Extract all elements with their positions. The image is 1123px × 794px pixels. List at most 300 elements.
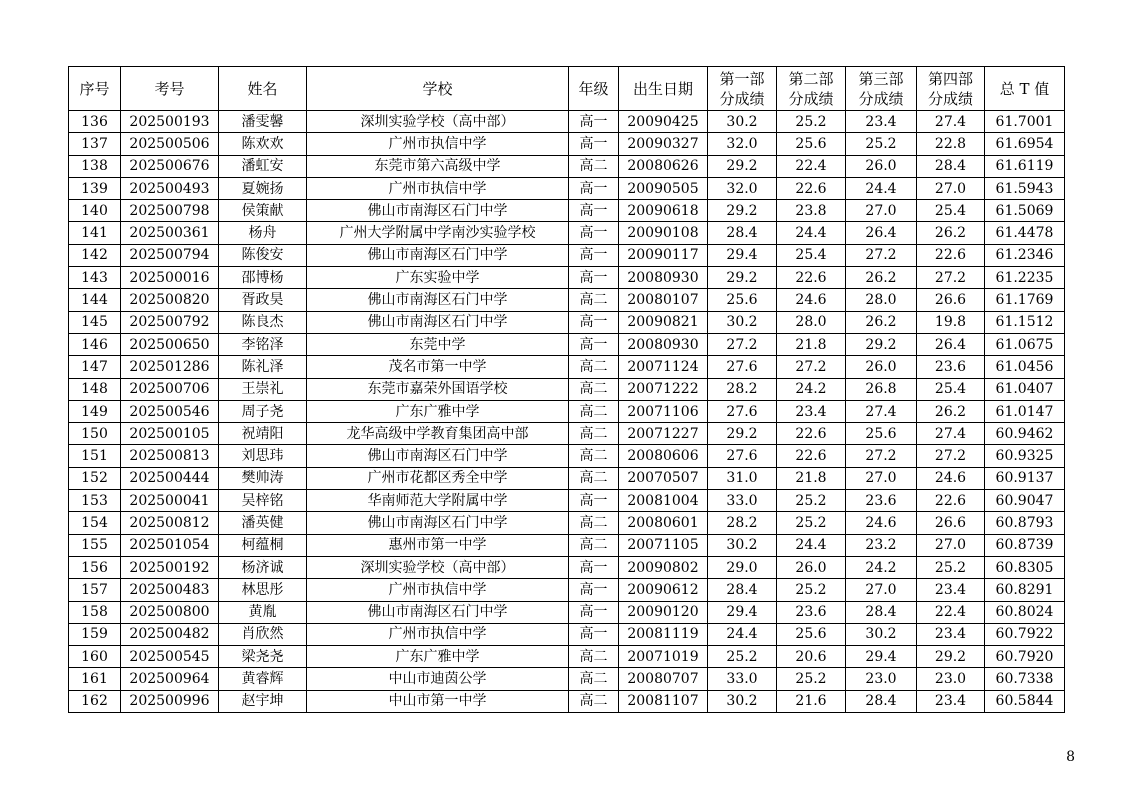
table-row [69, 378, 1065, 400]
cell-birth-date: 20090117 [619, 244, 708, 266]
cell-name: 黄胤 [219, 601, 307, 623]
cell-total-t: 61.1512 [985, 311, 1065, 333]
cell-part4-score: 22.6 [917, 490, 985, 512]
cell-exam-number: 202500545 [121, 646, 219, 668]
table-row [69, 333, 1065, 355]
cell-school: 广东广雅中学 [307, 400, 569, 422]
table-row [69, 222, 1065, 244]
cell-part3-score: 28.4 [846, 690, 917, 712]
cell-index: 161 [69, 668, 121, 690]
cell-birth-date: 20081119 [619, 623, 708, 645]
cell-index: 137 [69, 133, 121, 155]
cell-grade: 高二 [569, 378, 619, 400]
table-row [69, 177, 1065, 199]
cell-name: 潘虹安 [219, 155, 307, 177]
header-part1-score: 第一部 分成绩 [708, 67, 777, 111]
cell-part4-score: 27.4 [917, 111, 985, 133]
cell-school: 惠州市第一中学 [307, 534, 569, 556]
cell-grade: 高一 [569, 579, 619, 601]
cell-school: 东莞市第六高级中学 [307, 155, 569, 177]
cell-grade: 高二 [569, 646, 619, 668]
cell-grade: 高一 [569, 222, 619, 244]
cell-part1-score: 29.2 [708, 155, 777, 177]
cell-name: 吴梓铭 [219, 490, 307, 512]
cell-part3-score: 27.0 [846, 200, 917, 222]
cell-name: 樊帅涛 [219, 467, 307, 489]
cell-index: 157 [69, 579, 121, 601]
cell-name: 陈欢欢 [219, 133, 307, 155]
cell-part3-score: 27.0 [846, 579, 917, 601]
cell-grade: 高二 [569, 467, 619, 489]
cell-school: 广东广雅中学 [307, 646, 569, 668]
cell-part4-score: 26.2 [917, 400, 985, 422]
cell-index: 154 [69, 512, 121, 534]
cell-part3-score: 27.4 [846, 400, 917, 422]
cell-school: 深圳实验学校（高中部） [307, 556, 569, 578]
cell-total-t: 60.9047 [985, 490, 1065, 512]
cell-school: 广州市执信中学 [307, 579, 569, 601]
cell-birth-date: 20090120 [619, 601, 708, 623]
table-row [69, 200, 1065, 222]
cell-part2-score: 25.6 [777, 623, 846, 645]
cell-name: 潘雯馨 [219, 111, 307, 133]
cell-birth-date: 20071222 [619, 378, 708, 400]
cell-part1-score: 33.0 [708, 490, 777, 512]
cell-part2-score: 24.2 [777, 378, 846, 400]
cell-school: 佛山市南海区石门中学 [307, 311, 569, 333]
table-row [69, 311, 1065, 333]
cell-birth-date: 20071124 [619, 356, 708, 378]
cell-total-t: 61.0147 [985, 400, 1065, 422]
cell-part1-score: 27.2 [708, 333, 777, 355]
header-name: 姓名 [219, 67, 307, 111]
header-part2-score: 第二部 分成绩 [777, 67, 846, 111]
cell-name: 杨济诚 [219, 556, 307, 578]
cell-grade: 高二 [569, 400, 619, 422]
cell-grade: 高二 [569, 155, 619, 177]
cell-name: 胥政昊 [219, 289, 307, 311]
header-school: 学校 [307, 67, 569, 111]
cell-index: 142 [69, 244, 121, 266]
cell-total-t: 60.8793 [985, 512, 1065, 534]
cell-part4-score: 27.2 [917, 267, 985, 289]
header-part4-score: 第四部 分成绩 [917, 67, 985, 111]
cell-school: 佛山市南海区石门中学 [307, 200, 569, 222]
cell-exam-number: 202500482 [121, 623, 219, 645]
cell-total-t: 60.9137 [985, 467, 1065, 489]
cell-exam-number: 202500193 [121, 111, 219, 133]
cell-part2-score: 26.0 [777, 556, 846, 578]
score-table [68, 66, 1065, 713]
cell-part3-score: 26.4 [846, 222, 917, 244]
cell-exam-number: 202500798 [121, 200, 219, 222]
cell-part4-score: 22.4 [917, 601, 985, 623]
cell-index: 139 [69, 177, 121, 199]
cell-grade: 高一 [569, 200, 619, 222]
cell-name: 周子尧 [219, 400, 307, 422]
cell-grade: 高一 [569, 133, 619, 155]
cell-part1-score: 32.0 [708, 133, 777, 155]
cell-part3-score: 23.0 [846, 668, 917, 690]
cell-school: 佛山市南海区石门中学 [307, 289, 569, 311]
cell-index: 149 [69, 400, 121, 422]
cell-part3-score: 23.6 [846, 490, 917, 512]
cell-school: 广东实验中学 [307, 267, 569, 289]
cell-part3-score: 27.2 [846, 445, 917, 467]
cell-part4-score: 22.8 [917, 133, 985, 155]
cell-part2-score: 25.2 [777, 111, 846, 133]
table-row [69, 579, 1065, 601]
cell-exam-number: 202500794 [121, 244, 219, 266]
cell-exam-number: 202500546 [121, 400, 219, 422]
cell-exam-number: 202500964 [121, 668, 219, 690]
cell-exam-number: 202500706 [121, 378, 219, 400]
table-row [69, 423, 1065, 445]
cell-name: 邵博杨 [219, 267, 307, 289]
table-row [69, 512, 1065, 534]
table-row [69, 111, 1065, 133]
cell-grade: 高一 [569, 111, 619, 133]
cell-name: 侯策献 [219, 200, 307, 222]
cell-exam-number: 202500016 [121, 267, 219, 289]
cell-total-t: 60.5844 [985, 690, 1065, 712]
cell-birth-date: 20081004 [619, 490, 708, 512]
cell-part2-score: 24.4 [777, 222, 846, 244]
cell-grade: 高一 [569, 311, 619, 333]
table-row [69, 646, 1065, 668]
cell-school: 广州市执信中学 [307, 623, 569, 645]
cell-part3-score: 26.2 [846, 311, 917, 333]
cell-school: 东莞中学 [307, 333, 569, 355]
cell-part1-score: 25.6 [708, 289, 777, 311]
cell-grade: 高一 [569, 244, 619, 266]
cell-exam-number: 202500506 [121, 133, 219, 155]
cell-part1-score: 27.6 [708, 356, 777, 378]
cell-birth-date: 20071019 [619, 646, 708, 668]
cell-exam-number: 202500192 [121, 556, 219, 578]
cell-name: 王崇礼 [219, 378, 307, 400]
cell-part4-score: 28.4 [917, 155, 985, 177]
header-row [69, 67, 1065, 111]
table-row [69, 490, 1065, 512]
cell-part1-score: 32.0 [708, 177, 777, 199]
header-birth-date: 出生日期 [619, 67, 708, 111]
cell-index: 146 [69, 333, 121, 355]
table-row [69, 356, 1065, 378]
cell-total-t: 61.6954 [985, 133, 1065, 155]
cell-total-t: 61.1769 [985, 289, 1065, 311]
cell-birth-date: 20080107 [619, 289, 708, 311]
cell-part1-score: 29.2 [708, 200, 777, 222]
cell-part2-score: 22.4 [777, 155, 846, 177]
cell-name: 肖欣然 [219, 623, 307, 645]
cell-part4-score: 27.2 [917, 445, 985, 467]
cell-birth-date: 20080626 [619, 155, 708, 177]
cell-grade: 高二 [569, 356, 619, 378]
cell-part2-score: 25.2 [777, 490, 846, 512]
cell-total-t: 60.7338 [985, 668, 1065, 690]
cell-exam-number: 202500105 [121, 423, 219, 445]
cell-part1-score: 31.0 [708, 467, 777, 489]
cell-part1-score: 30.2 [708, 690, 777, 712]
table-row [69, 668, 1065, 690]
cell-name: 陈俊安 [219, 244, 307, 266]
cell-school: 佛山市南海区石门中学 [307, 244, 569, 266]
cell-total-t: 60.8739 [985, 534, 1065, 556]
cell-index: 136 [69, 111, 121, 133]
cell-school: 佛山市南海区石门中学 [307, 445, 569, 467]
cell-part3-score: 26.2 [846, 267, 917, 289]
cell-index: 147 [69, 356, 121, 378]
cell-grade: 高二 [569, 289, 619, 311]
cell-birth-date: 20090505 [619, 177, 708, 199]
cell-part2-score: 24.6 [777, 289, 846, 311]
table-body [69, 111, 1065, 713]
cell-part2-score: 27.2 [777, 356, 846, 378]
cell-part3-score: 25.6 [846, 423, 917, 445]
cell-part4-score: 26.4 [917, 333, 985, 355]
cell-index: 145 [69, 311, 121, 333]
cell-total-t: 61.0456 [985, 356, 1065, 378]
cell-part1-score: 29.0 [708, 556, 777, 578]
table-row [69, 267, 1065, 289]
cell-name: 李铭泽 [219, 333, 307, 355]
cell-total-t: 60.8291 [985, 579, 1065, 601]
cell-part4-score: 23.0 [917, 668, 985, 690]
cell-part1-score: 25.2 [708, 646, 777, 668]
cell-part3-score: 24.4 [846, 177, 917, 199]
cell-grade: 高二 [569, 445, 619, 467]
cell-school: 龙华高级中学教育集团高中部 [307, 423, 569, 445]
cell-school: 华南师范大学附属中学 [307, 490, 569, 512]
cell-index: 151 [69, 445, 121, 467]
cell-part2-score: 22.6 [777, 177, 846, 199]
cell-birth-date: 20080601 [619, 512, 708, 534]
cell-birth-date: 20071105 [619, 534, 708, 556]
cell-total-t: 60.8024 [985, 601, 1065, 623]
cell-school: 东莞市嘉荣外国语学校 [307, 378, 569, 400]
cell-part3-score: 23.4 [846, 111, 917, 133]
cell-part4-score: 19.8 [917, 311, 985, 333]
cell-school: 广州市执信中学 [307, 133, 569, 155]
cell-total-t: 61.2346 [985, 244, 1065, 266]
header-index: 序号 [69, 67, 121, 111]
cell-total-t: 61.5069 [985, 200, 1065, 222]
cell-exam-number: 202500483 [121, 579, 219, 601]
cell-birth-date: 20090612 [619, 579, 708, 601]
cell-total-t: 60.8305 [985, 556, 1065, 578]
cell-part3-score: 28.0 [846, 289, 917, 311]
cell-exam-number: 202500444 [121, 467, 219, 489]
cell-part1-score: 33.0 [708, 668, 777, 690]
cell-school: 广州市执信中学 [307, 177, 569, 199]
cell-total-t: 61.7001 [985, 111, 1065, 133]
cell-part4-score: 26.6 [917, 289, 985, 311]
cell-index: 148 [69, 378, 121, 400]
cell-name: 陈良杰 [219, 311, 307, 333]
cell-exam-number: 202500813 [121, 445, 219, 467]
cell-part2-score: 25.6 [777, 133, 846, 155]
cell-index: 156 [69, 556, 121, 578]
cell-part2-score: 23.6 [777, 601, 846, 623]
cell-part2-score: 21.8 [777, 333, 846, 355]
header-part3-score: 第三部 分成绩 [846, 67, 917, 111]
table-row [69, 690, 1065, 712]
table-row [69, 534, 1065, 556]
cell-exam-number: 202500676 [121, 155, 219, 177]
cell-exam-number: 202500800 [121, 601, 219, 623]
table-row [69, 289, 1065, 311]
cell-total-t: 61.0675 [985, 333, 1065, 355]
cell-birth-date: 20081107 [619, 690, 708, 712]
cell-part1-score: 27.6 [708, 400, 777, 422]
cell-birth-date: 20090425 [619, 111, 708, 133]
cell-school: 佛山市南海区石门中学 [307, 601, 569, 623]
cell-grade: 高一 [569, 601, 619, 623]
cell-exam-number: 202500650 [121, 333, 219, 355]
cell-index: 140 [69, 200, 121, 222]
header-exam-number: 考号 [121, 67, 219, 111]
cell-part4-score: 25.4 [917, 200, 985, 222]
cell-part1-score: 28.4 [708, 579, 777, 601]
cell-part3-score: 29.4 [846, 646, 917, 668]
cell-school: 茂名市第一中学 [307, 356, 569, 378]
cell-part2-score: 25.4 [777, 244, 846, 266]
cell-school: 中山市迪茵公学 [307, 668, 569, 690]
cell-name: 林思彤 [219, 579, 307, 601]
cell-part1-score: 28.2 [708, 378, 777, 400]
cell-school: 中山市第一中学 [307, 690, 569, 712]
cell-part2-score: 25.2 [777, 512, 846, 534]
cell-index: 150 [69, 423, 121, 445]
cell-name: 黄睿辉 [219, 668, 307, 690]
cell-part3-score: 26.8 [846, 378, 917, 400]
cell-total-t: 60.9462 [985, 423, 1065, 445]
cell-part1-score: 30.2 [708, 111, 777, 133]
cell-part2-score: 23.4 [777, 400, 846, 422]
cell-exam-number: 202501054 [121, 534, 219, 556]
cell-index: 143 [69, 267, 121, 289]
cell-part1-score: 28.2 [708, 512, 777, 534]
cell-birth-date: 20080606 [619, 445, 708, 467]
cell-school: 佛山市南海区石门中学 [307, 512, 569, 534]
cell-part2-score: 21.6 [777, 690, 846, 712]
cell-birth-date: 20071106 [619, 400, 708, 422]
cell-exam-number: 202500361 [121, 222, 219, 244]
cell-total-t: 61.6119 [985, 155, 1065, 177]
cell-part4-score: 23.6 [917, 356, 985, 378]
cell-birth-date: 20090802 [619, 556, 708, 578]
cell-birth-date: 20080930 [619, 333, 708, 355]
cell-part4-score: 27.4 [917, 423, 985, 445]
cell-index: 153 [69, 490, 121, 512]
cell-part2-score: 28.0 [777, 311, 846, 333]
cell-part4-score: 24.6 [917, 467, 985, 489]
cell-part4-score: 25.4 [917, 378, 985, 400]
cell-part3-score: 25.2 [846, 133, 917, 155]
cell-part1-score: 29.4 [708, 601, 777, 623]
cell-exam-number: 202500041 [121, 490, 219, 512]
cell-name: 刘思玮 [219, 445, 307, 467]
cell-part1-score: 30.2 [708, 534, 777, 556]
cell-part1-score: 24.4 [708, 623, 777, 645]
cell-part3-score: 27.2 [846, 244, 917, 266]
cell-index: 160 [69, 646, 121, 668]
table-row [69, 467, 1065, 489]
cell-part2-score: 25.2 [777, 668, 846, 690]
cell-part4-score: 29.2 [917, 646, 985, 668]
cell-index: 144 [69, 289, 121, 311]
table-row [69, 601, 1065, 623]
cell-part4-score: 25.2 [917, 556, 985, 578]
cell-grade: 高二 [569, 690, 619, 712]
table-row [69, 623, 1065, 645]
cell-part3-score: 26.0 [846, 356, 917, 378]
cell-grade: 高一 [569, 556, 619, 578]
cell-exam-number: 202500820 [121, 289, 219, 311]
cell-name: 柯蕴桐 [219, 534, 307, 556]
cell-part4-score: 27.0 [917, 177, 985, 199]
cell-part3-score: 24.2 [846, 556, 917, 578]
cell-birth-date: 20090821 [619, 311, 708, 333]
cell-name: 梁尧尧 [219, 646, 307, 668]
cell-exam-number: 202500996 [121, 690, 219, 712]
cell-birth-date: 20090327 [619, 133, 708, 155]
table-row [69, 244, 1065, 266]
cell-part2-score: 22.6 [777, 267, 846, 289]
cell-exam-number: 202501286 [121, 356, 219, 378]
cell-part4-score: 23.4 [917, 623, 985, 645]
cell-part4-score: 23.4 [917, 579, 985, 601]
cell-part1-score: 29.4 [708, 244, 777, 266]
cell-exam-number: 202500792 [121, 311, 219, 333]
cell-grade: 高二 [569, 534, 619, 556]
cell-part4-score: 22.6 [917, 244, 985, 266]
header-grade: 年级 [569, 67, 619, 111]
table-row [69, 400, 1065, 422]
cell-birth-date: 20080707 [619, 668, 708, 690]
cell-total-t: 60.7920 [985, 646, 1065, 668]
cell-school: 广州市花都区秀全中学 [307, 467, 569, 489]
cell-grade: 高一 [569, 267, 619, 289]
cell-birth-date: 20090618 [619, 200, 708, 222]
cell-total-t: 61.4478 [985, 222, 1065, 244]
cell-part2-score: 22.6 [777, 445, 846, 467]
cell-name: 杨舟 [219, 222, 307, 244]
cell-grade: 高二 [569, 512, 619, 534]
table-row [69, 556, 1065, 578]
cell-index: 159 [69, 623, 121, 645]
cell-birth-date: 20071227 [619, 423, 708, 445]
cell-part1-score: 29.2 [708, 423, 777, 445]
cell-part2-score: 20.6 [777, 646, 846, 668]
cell-part4-score: 27.0 [917, 534, 985, 556]
cell-part3-score: 26.0 [846, 155, 917, 177]
cell-grade: 高二 [569, 423, 619, 445]
table-row [69, 133, 1065, 155]
cell-index: 152 [69, 467, 121, 489]
cell-part2-score: 21.8 [777, 467, 846, 489]
header-total-t: 总 T 值 [985, 67, 1065, 111]
cell-part1-score: 27.6 [708, 445, 777, 467]
cell-index: 158 [69, 601, 121, 623]
cell-index: 162 [69, 690, 121, 712]
cell-part3-score: 23.2 [846, 534, 917, 556]
cell-part3-score: 29.2 [846, 333, 917, 355]
cell-school: 深圳实验学校（高中部） [307, 111, 569, 133]
cell-total-t: 60.9325 [985, 445, 1065, 467]
cell-index: 141 [69, 222, 121, 244]
